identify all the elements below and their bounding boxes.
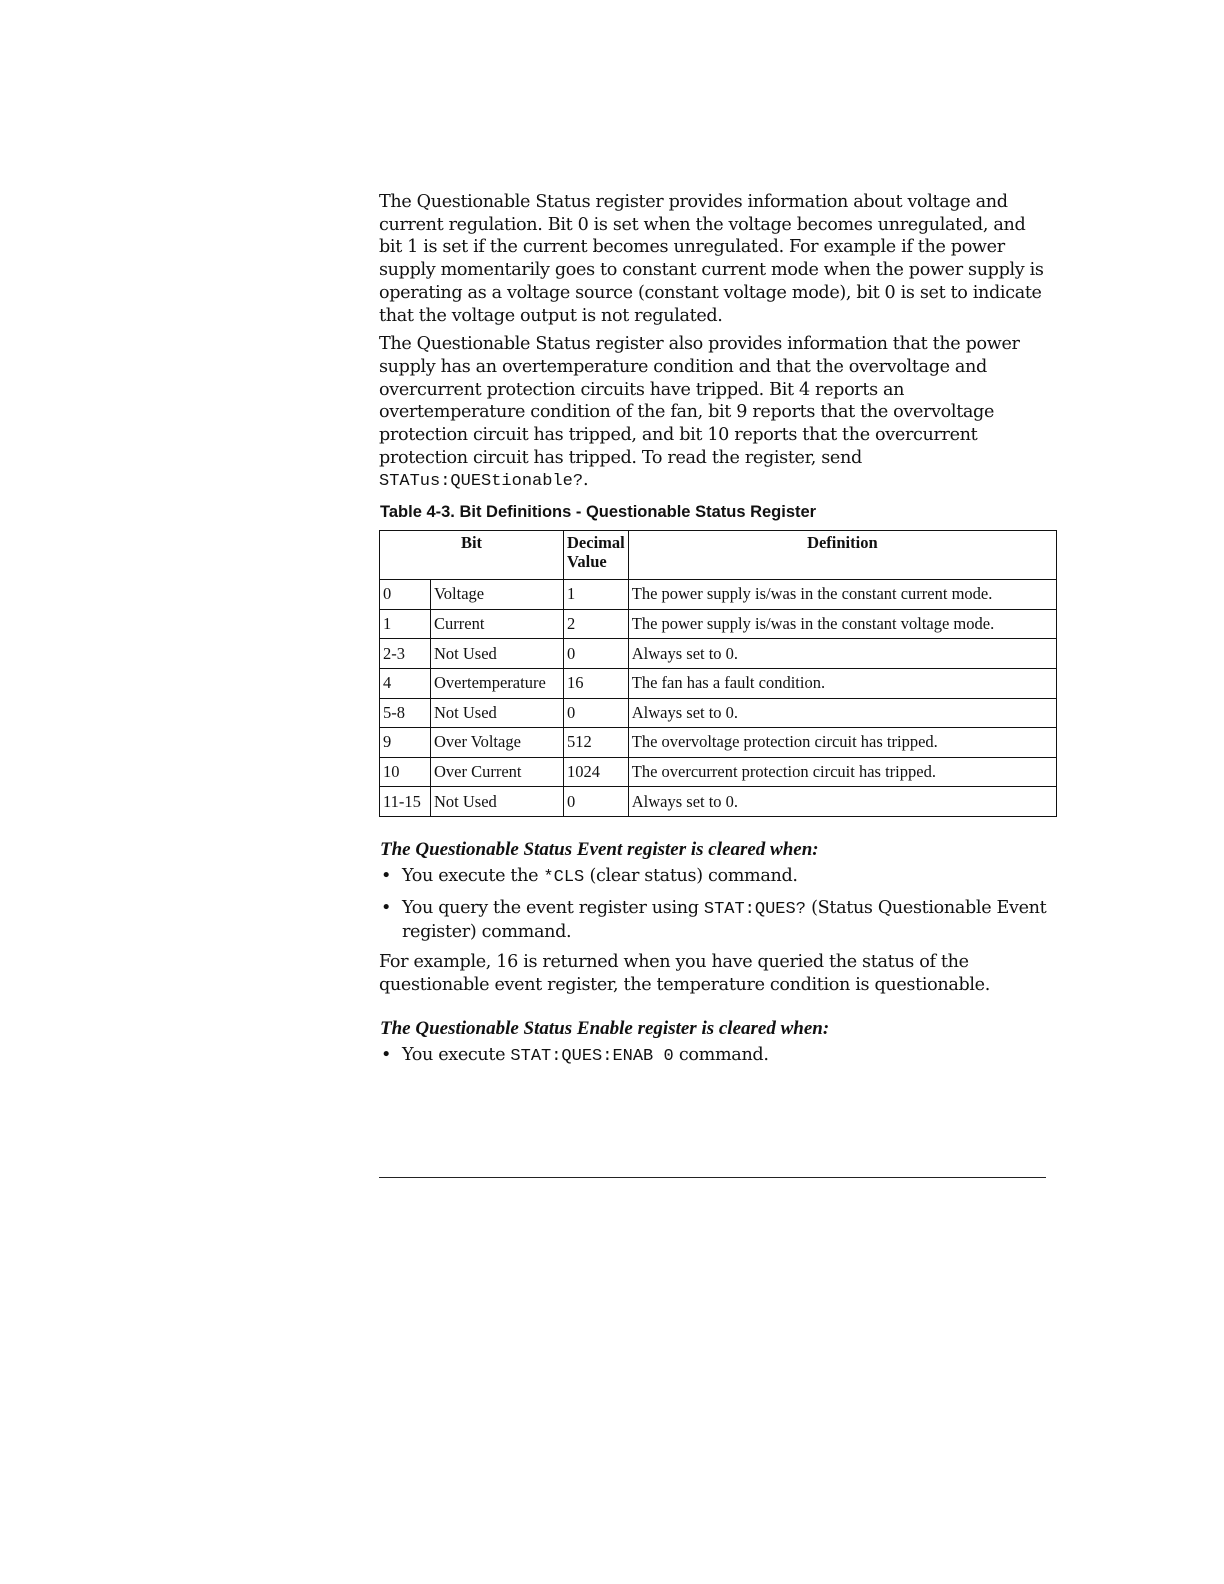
list-item-text: (clear status) command. xyxy=(584,865,798,886)
event-clear-list xyxy=(379,865,1047,944)
cell-name: Not Used xyxy=(431,698,564,728)
cell-name: Over Voltage xyxy=(431,728,564,758)
command-cls: *CLS xyxy=(543,867,585,887)
command-stat-ques: STAT:QUES? xyxy=(703,899,806,919)
cell-bit: 11-15 xyxy=(380,787,431,817)
cell-value: 0 xyxy=(564,639,629,669)
cell-definition: Always set to 0. xyxy=(628,787,1056,817)
header-bit: Bit xyxy=(380,531,564,580)
cell-definition: The power supply is/was in the constant current mode. xyxy=(628,580,1056,610)
header-decimal-value xyxy=(564,531,629,580)
cell-bit: 4 xyxy=(380,668,431,698)
command-stat-ques-enab: STAT:QUES:ENAB 0 xyxy=(510,1047,674,1067)
cell-name: Voltage xyxy=(431,580,564,610)
table-row xyxy=(380,757,1057,787)
table-caption: Table 4-3. Bit Definitions - Questionable Status Register xyxy=(380,503,817,522)
list-item-text: You query the event register using xyxy=(402,897,704,918)
header-decimal-line1: Decimal xyxy=(567,533,625,553)
event-register-heading: The Questionable Status Event register is cleared when: xyxy=(380,838,819,860)
cell-value: 0 xyxy=(564,698,629,728)
intro-paragraph-1: The Questionable Status register provides information about voltage and current regulation. Bit 0 is set when the voltage becomes unregulated, and bit 1 is set if the current becomes unregulated. For example if the power supply momentarily goes to constant current mode when the power supply is operating as a voltage source (constant voltage mode), bit 0 is set to indicate that the voltage output is not regulated. xyxy=(379,192,1044,326)
cell-value: 1024 xyxy=(564,757,629,787)
cell-bit: 5-8 xyxy=(380,698,431,728)
cell-name: Over Current xyxy=(431,757,564,787)
footer-rule xyxy=(379,1177,1046,1178)
cell-definition: The overvoltage protection circuit has tripped. xyxy=(628,728,1056,758)
list-item xyxy=(379,1044,1047,1069)
table-row xyxy=(380,580,1057,610)
list-item xyxy=(379,865,1047,890)
table-row xyxy=(380,609,1057,639)
bit-definitions-table xyxy=(379,530,1057,817)
cell-value: 0 xyxy=(564,787,629,817)
list-item-text: (Status Questionable Event register) command. xyxy=(402,897,1047,943)
list-item-text: You execute the xyxy=(402,865,544,886)
cell-definition: The power supply is/was in the constant voltage mode. xyxy=(628,609,1056,639)
command-status-questionable: STATus:QUEStionable? xyxy=(379,472,584,492)
list-item-text: You execute xyxy=(402,1045,511,1066)
enable-clear-list xyxy=(379,1044,1047,1069)
cell-bit: 2-3 xyxy=(380,639,431,669)
cell-definition: The overcurrent protection circuit has tripped. xyxy=(628,757,1056,787)
cell-bit: 0 xyxy=(380,580,431,610)
table-row xyxy=(380,668,1057,698)
bullet-icon: • xyxy=(381,865,392,886)
cell-name: Overtemperature xyxy=(431,668,564,698)
intro-paragraph-2-end: . xyxy=(583,470,589,491)
cell-value: 1 xyxy=(564,580,629,610)
enable-register-heading: The Questionable Status Enable register is cleared when: xyxy=(380,1018,830,1040)
table-row xyxy=(380,698,1057,728)
table-row xyxy=(380,639,1057,669)
page-content xyxy=(379,191,1047,1076)
cell-bit: 1 xyxy=(380,609,431,639)
cell-bit: 9 xyxy=(380,728,431,758)
cell-value: 2 xyxy=(564,609,629,639)
cell-name: Not Used xyxy=(431,787,564,817)
intro-paragraph-2 xyxy=(379,333,1047,494)
bullet-icon: • xyxy=(381,1045,392,1066)
cell-bit: 10 xyxy=(380,757,431,787)
example-paragraph: For example, 16 is returned when you have queried the status of the questionable event register, the temperature condition is questionable. xyxy=(379,952,990,995)
list-item-text: command. xyxy=(673,1045,769,1066)
cell-definition: Always set to 0. xyxy=(628,698,1056,728)
list-item xyxy=(379,897,1047,944)
header-definition: Definition xyxy=(628,531,1056,580)
cell-definition: The fan has a fault condition. xyxy=(628,668,1056,698)
bullet-icon: • xyxy=(381,897,392,918)
cell-value: 512 xyxy=(564,728,629,758)
table-row xyxy=(380,728,1057,758)
cell-value: 16 xyxy=(564,668,629,698)
header-decimal-line2: Value xyxy=(567,552,607,572)
table-row xyxy=(380,787,1057,817)
cell-definition: Always set to 0. xyxy=(628,639,1056,669)
cell-name: Current xyxy=(431,609,564,639)
cell-name: Not Used xyxy=(431,639,564,669)
intro-paragraph-2-text: The Questionable Status register also provides information that the power supply has an overtemperature condition and that the overvoltage and overcurrent protection circuits have tripped. Bit 4 reports an overtemperature condition of the fan, bit 9 reports that the overvoltage protection circuit has tripped, and bit 10 reports that the overcurrent protection circuit has tripped. To read the register, send xyxy=(379,334,1020,468)
table-header-row xyxy=(380,531,1057,580)
